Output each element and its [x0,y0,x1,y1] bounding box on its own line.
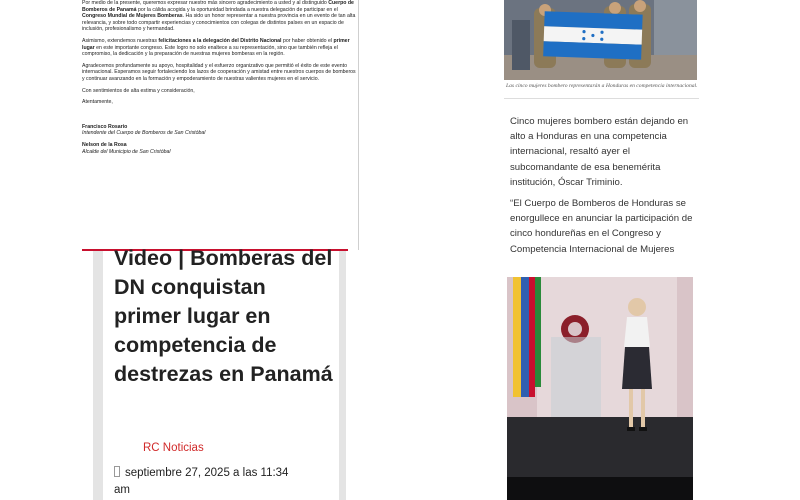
signature-1-title: Intendente del Cuerpo de Bomberos de San Cristóbal [82,130,206,137]
panel-divider [358,0,359,250]
firefighters-flag-photo [504,0,697,80]
speaker-stage-photo [507,277,693,500]
letter-paragraph-2: Asimismo, extendemos nuestras felicitaciones a la delegación del Distrito Nacional por haber obtenido el primer lugar en este importante congreso. Este logro no solo enaltece a su representación, sino que también refleja el compromiso, la dedicación y la preparación de nuestras mujeres bomberas en la región. [82,37,350,58]
article-paragraph-2: “El Cuerpo de Bomberos de Honduras se enorgullece en anunciar la participación de cinco hondureñas en el Congreso y Competencia Internacional de Mujeres [510,198,693,255]
stage-illustration [507,277,693,500]
signature-2-name: Nelson de la Rosa [82,141,127,148]
caption-divider [504,98,699,99]
clock-icon [114,466,120,477]
publish-date-suffix: am [114,484,130,496]
photo-caption: Las cinco mujeres bombero representarán a Honduras en competencia internacional. [506,83,698,89]
author-link[interactable]: RC Noticias [143,442,204,454]
news-headline[interactable]: Video | Bomberas del DN conquistan primer lugar en competencia de destrezas en Panamá [114,246,333,386]
publish-date: septiembre 27, 2025 a las 11:34 [125,467,289,479]
letter-paragraph-1: Por medio de la presente, queremos expresar nuestro más sincero agradecimiento a usted y al distinguido Cuerpo de Bomberos de Panamá por la cálida acogida y la oportunidad brindada a nuestra delegación de participar en el Congreso Mundial de Mujeres Bomberas. Ha sido un honor representar a nuestra provincia en un evento de tan alta relevancia, y sobre todo compartir experiencias y conocimientos con colegas de distintos países en un espacio de inclusión, profesionalismo y hermandad. [82,0,356,33]
article-paragraph-1: Cinco mujeres bombero están dejando en alto a Honduras en una competencia internacional, resaltó ayer el subcomandante de esa benemérita institución, Óscar Triminio. [510,116,689,188]
photo-illustration [504,0,697,80]
letter-paragraph-4: Con sentimientos de alta estima y consideración, [82,87,195,94]
letter-document [82,0,358,250]
letter-closing: Atentamente, [82,99,113,106]
signature-2-title: Alcalde del Municipio de San Cristóbal [82,148,171,155]
signature-1-name: Francisco Rosario [82,123,128,130]
letter-paragraph-3: Agradecemos profundamente su apoyo, hospitalidad y el esfuerzo organizativo que permitió el éxito de este evento internacional. Esperamos seguir fortaleciendo los lazos de cooperación y amistad entre nuestros cuerpos de bomberos y continuar avanzando en la formación y empoderamiento de nuestras valientes mujeres en el servicio. [82,62,356,82]
